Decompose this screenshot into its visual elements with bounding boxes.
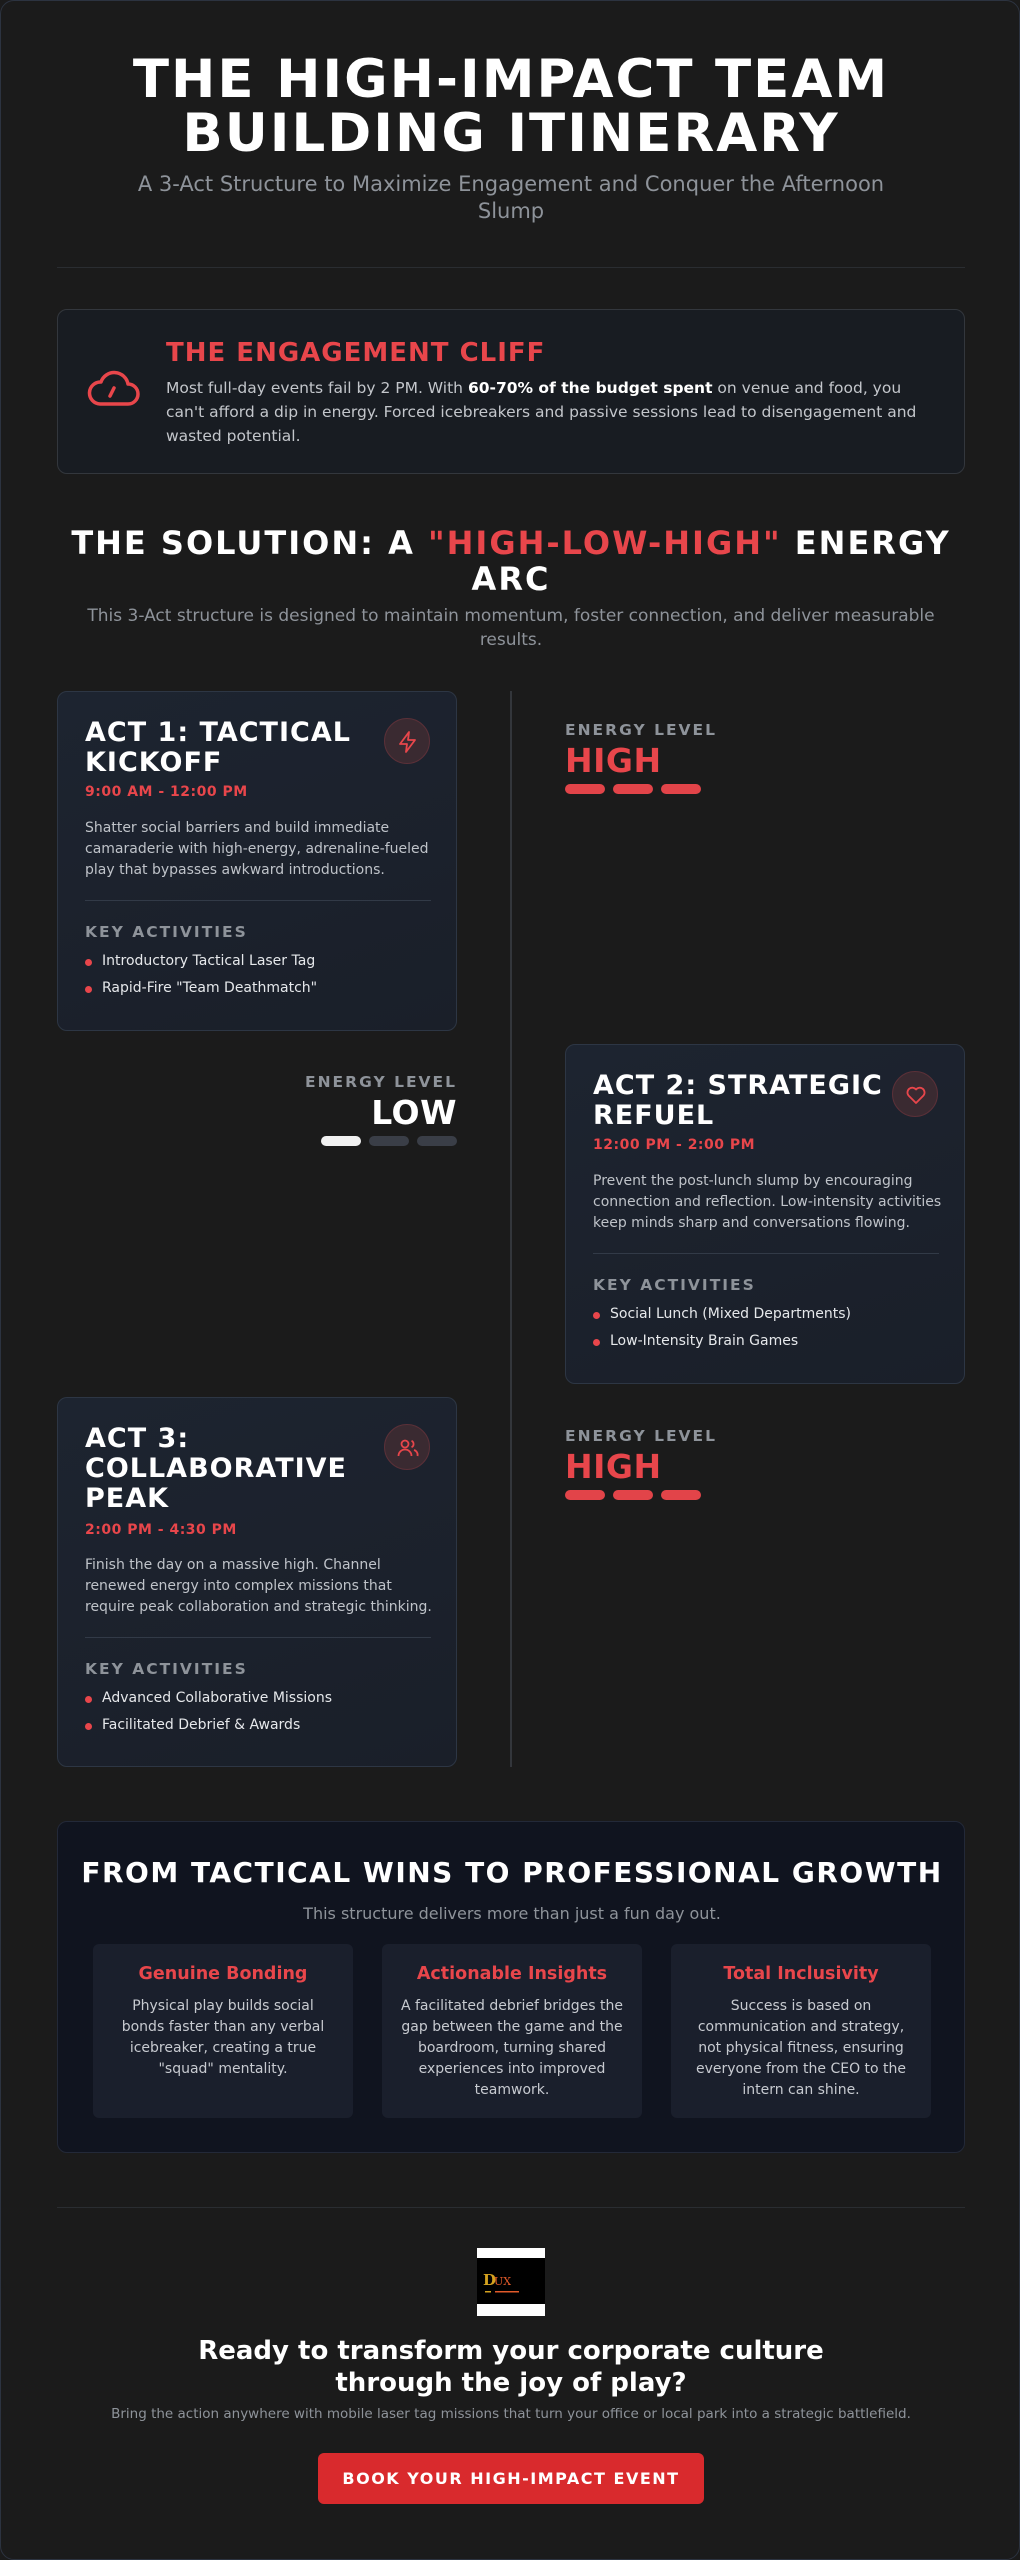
act-card-1: [57, 691, 457, 1031]
act-title: ACT 3: COLLABORATIVE PEAK: [85, 1423, 347, 1514]
act-title: ACT 1: TACTICAL KICKOFF: [85, 717, 351, 778]
solution-subtitle: This 3-Act structure is designed to maintain momentum, foster connection, and deliver measurable results.: [87, 606, 935, 650]
solution-title-end: ENERGY ARC: [471, 524, 951, 598]
growth-title: FROM TACTICAL WINS TO PROFESSIONAL GROWTH: [81, 1856, 943, 1889]
energy-label: ENERGY LEVEL: [565, 721, 718, 739]
book-event-button[interactable]: BOOK YOUR HIGH-IMPACT EVENT: [318, 2453, 704, 2504]
key-activities-label: KEY ACTIVITIES: [593, 1276, 756, 1294]
cliff-body: [166, 376, 941, 448]
energy-value: LOW: [371, 1093, 457, 1132]
solution-title-highlight: "HIGH-LOW-HIGH": [427, 524, 782, 562]
heart-icon: [892, 1071, 938, 1117]
activities-list: [85, 948, 317, 1002]
benefit-body: A facilitated debrief bridges the gap between the game and the boardroom, turning shared experiences into improved teamwork.: [400, 1998, 624, 2098]
svg-text:UX: UX: [494, 2275, 512, 2288]
list-item: Advanced Collaborative Missions: [85, 1685, 332, 1712]
divider: [57, 267, 965, 268]
energy-value: HIGH: [565, 1447, 662, 1486]
act-time: 9:00 AM - 12:00 PM: [85, 784, 248, 800]
svg-text:D: D: [483, 2271, 497, 2289]
energy-label: ENERGY LEVEL: [304, 1073, 457, 1091]
list-item: Introductory Tactical Laser Tag: [85, 948, 317, 975]
cta-subtitle: Bring the action anywhere with mobile laser tag missions that turn your office or local park into a strategic battlefield.: [111, 2406, 911, 2422]
card-divider: [593, 1253, 939, 1254]
act-description: Prevent the post-lunch slump by encouraging connection and reflection. Low-intensity activities keep minds sharp and conversations flowing.: [593, 1173, 942, 1231]
energy-value: HIGH: [565, 741, 662, 780]
list-item: Social Lunch (Mixed Departments): [593, 1301, 851, 1328]
act-title: ACT 2: STRATEGIC REFUEL: [593, 1070, 883, 1131]
benefit-body: Success is based on communication and strategy, not physical fitness, ensuring everyone from the CEO to the intern can shine.: [695, 1998, 907, 2098]
growth-subtitle: This structure delivers more than just a fun day out.: [303, 1904, 721, 1923]
lightning-icon: [384, 718, 430, 764]
engagement-cliff-panel: [57, 309, 965, 474]
benefit-card: [93, 1944, 353, 2118]
energy-bars: [565, 1490, 717, 1500]
energy-bar: [661, 784, 701, 794]
cta-title: Ready to transform your corporate culture through the joy of play?: [198, 2336, 824, 2398]
card-divider: [85, 1637, 431, 1638]
act-time: 12:00 PM - 2:00 PM: [593, 1137, 756, 1153]
cliff-title: THE ENGAGEMENT CLIFF: [166, 338, 546, 368]
energy-bar: [613, 784, 653, 794]
energy-bar: [565, 1490, 605, 1500]
energy-label: ENERGY LEVEL: [565, 1427, 718, 1445]
benefit-body: Physical play builds social bonds faster than any verbal icebreaker, creating a true "squad" mentality.: [121, 1998, 325, 2077]
benefit-title: Actionable Insights: [416, 1964, 608, 1984]
benefit-card: [671, 1944, 931, 2118]
cliff-body-start: Most full-day events fail by 2 PM. With: [166, 379, 468, 397]
act-card-2: [565, 1044, 965, 1384]
key-activities-label: KEY ACTIVITIES: [85, 1660, 248, 1678]
energy-bar: [565, 784, 605, 794]
solution-title-start: THE SOLUTION: A: [71, 524, 428, 562]
energy-bars: [565, 784, 717, 794]
benefit-title: Genuine Bonding: [138, 1964, 308, 1984]
timeline-line: [510, 691, 512, 1767]
growth-panel: [57, 1821, 965, 2153]
page-subtitle: A 3-Act Structure to Maximize Engagement and Conquer the Afternoon Slump: [137, 172, 885, 223]
key-activities-label: KEY ACTIVITIES: [85, 923, 248, 941]
act-card-3: [57, 1397, 457, 1767]
list-item: Low-Intensity Brain Games: [593, 1328, 851, 1355]
energy-bar: [321, 1136, 361, 1146]
card-divider: [85, 900, 431, 901]
divider: [57, 2207, 965, 2208]
energy-indicator-3: [565, 1427, 717, 1500]
energy-indicator-1: [565, 721, 717, 794]
act-description: Shatter social barriers and build immediate camaraderie with high-energy, adrenaline-fueled play that bypasses awkward introductions.: [85, 820, 429, 878]
energy-bars: [297, 1136, 457, 1146]
energy-bar: [613, 1490, 653, 1500]
act-description: Finish the day on a massive high. Channel renewed energy into complex missions that require peak collaboration and strategic thinking.: [85, 1557, 432, 1615]
cliff-body-end: on venue and food, you can't afford a dip in energy. Forced icebreakers and passive sessions lead to disengagement and wasted potential.: [166, 379, 917, 445]
users-icon: [384, 1424, 430, 1470]
cloud-rain-icon: [86, 366, 142, 412]
energy-indicator-2: [297, 1073, 457, 1146]
energy-bar: [417, 1136, 457, 1146]
activities-list: [85, 1685, 332, 1739]
page-title: THE HIGH-IMPACT TEAM BUILDING ITINERARY: [132, 49, 890, 164]
list-item: Facilitated Debrief & Awards: [85, 1712, 332, 1739]
act-time: 2:00 PM - 4:30 PM: [85, 1522, 237, 1538]
brand-logo: [477, 2248, 545, 2316]
solution-title: [71, 525, 951, 597]
list-item: Rapid-Fire "Team Deathmatch": [85, 975, 317, 1002]
benefit-title: Total Inclusivity: [723, 1964, 879, 1984]
energy-bar: [661, 1490, 701, 1500]
energy-bar: [369, 1136, 409, 1146]
benefit-card: [382, 1944, 642, 2118]
cliff-body-highlight: 60-70% of the budget spent: [467, 379, 713, 397]
activities-list: [593, 1301, 851, 1355]
